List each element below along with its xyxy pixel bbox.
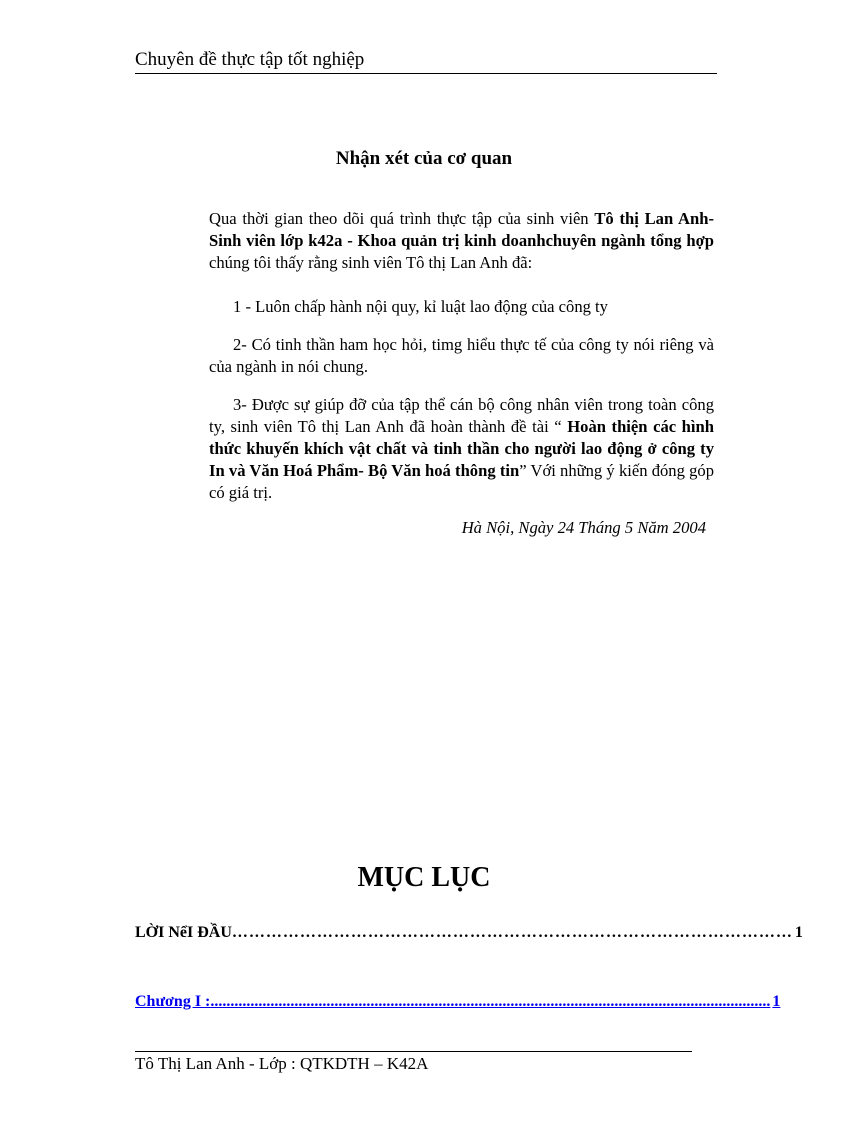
point-3-text-after: ” Với những ý kiến đóng góp có giá trị. — [209, 461, 714, 502]
thesis-topic: Hoàn thiện các hình thức khuyến khích vật chất và tinh thần cho người lao động ở công ty In và Văn Hoá Phẩm- Bộ Văn hoá thông tin — [209, 417, 714, 480]
toc-entry-label: LỜI NểI ĐẦU — [135, 924, 232, 941]
intro-student-info: Tô thị Lan Anh- Sinh viên lớp k42a - Khoa quản trị kinh doanhchuyên ngành tổng hợp — [209, 209, 714, 250]
page-title: Nhận xét của cơ quan — [335, 148, 513, 169]
toc-leader-dots: ……………………………………………………………………………………… — [231, 924, 793, 941]
toc-leader-dots[interactable]: ............................................................................................................................................ — [210, 993, 771, 1010]
toc-entry — [135, 924, 803, 942]
intro-paragraph — [209, 208, 714, 274]
page-footer: Tô Thị Lan Anh - Lớp : QTKDTH – K42A — [135, 1054, 429, 1073]
intro-text-after: chúng tôi thấy rằng sinh viên Tô thị Lan Anh đã: — [209, 253, 533, 272]
page-header — [135, 49, 717, 74]
point-3 — [209, 394, 714, 504]
point-2: 2- Có tinh thần ham học hỏi, timg hiểu thực tế của công ty nói riêng và của ngành in nói chung. — [209, 335, 714, 376]
signature-date: Hà Nội, Ngày 24 Tháng 5 Năm 2004 — [461, 518, 706, 537]
toc-entry-link[interactable] — [135, 993, 781, 1011]
toc-title: MỤC LỤC — [357, 862, 491, 893]
header-text: Chuyên đề thực tập tốt nghiệp — [135, 49, 365, 70]
toc-entry-page: 1 — [794, 924, 803, 941]
intro-text-before: Qua thời gian theo dõi quá trình thực tập của sinh viên — [209, 209, 595, 228]
footer-divider — [135, 1051, 692, 1052]
toc-entry-label[interactable]: Chương I : — [135, 993, 211, 1010]
point-3-text-before: 3- Được sự giúp đỡ của tập thể cán bộ công nhân viên trong toàn công ty, sinh viên Tô thị Lan Anh đã hoàn thành đề tài “ — [209, 395, 714, 436]
point-1: 1 - Luôn chấp hành nội quy, kỉ luật lao động của công ty — [233, 297, 608, 316]
toc-entry-page[interactable]: 1 — [772, 993, 781, 1010]
